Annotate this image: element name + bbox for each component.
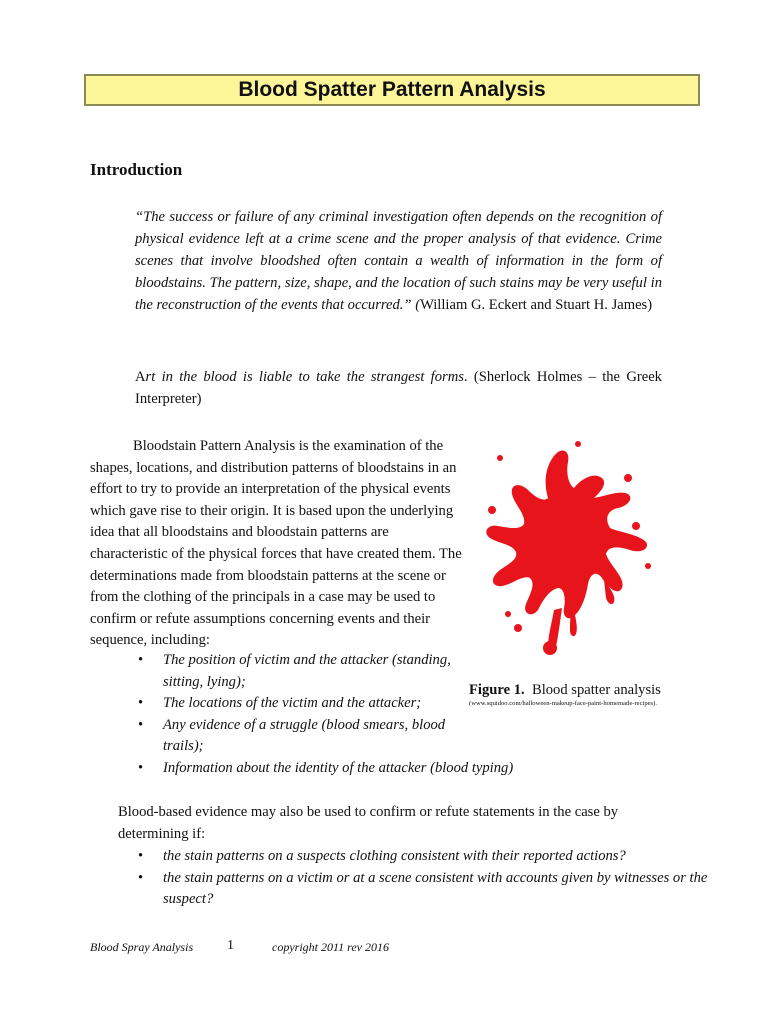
quote-text: rt in the blood is liable to take the strangest forms	[145, 369, 464, 385]
blood-splat-image	[478, 438, 658, 658]
figure-source: (www.squidoo.com/halloween-makeup-face-paint-homemade-recipes).	[469, 700, 657, 707]
list-item: • The position of victim and the attacker (standing, sitting, lying);	[90, 650, 463, 693]
body-paragraph-text: Bloodstain Pattern Analysis is the examination of the shapes, locations, and distribution patterns of bloodstains in an effort to try to provide an interpretation of the physical events which gave rise to their origin. It is based upon the underlying idea that all bloodstains and bloodstain patterns are characteristic of the physical forces that have created them. The determinations made from bloodstain patterns at the scene or from the clothing of the principals in a case may be used to confirm or refute assumptions concerning events and their sequence, including:	[90, 438, 462, 649]
title-banner	[84, 74, 700, 106]
quote-attribution: . (Sherlock Holmes – the Greek Interpreter)	[135, 369, 662, 407]
determinations-list	[90, 650, 550, 780]
list-item: • the stain patterns on a suspects clothing consistent with their reported actions?	[90, 846, 710, 868]
statements-list	[90, 846, 710, 911]
list-item: • Any evidence of a struggle (blood smears, blood trails);	[90, 715, 483, 758]
quote-eckert-james	[135, 206, 662, 316]
footer-copyright: copyright 2011 rev 2016	[272, 940, 389, 954]
list-item: • Information about the identity of the attacker (blood typing)	[90, 758, 550, 780]
evidence-paragraph: Blood-based evidence may also be used to confirm or refute statements in the case by determining if:	[118, 804, 619, 842]
quote-attribution: William G. Eckert and Stuart H. James)	[420, 297, 653, 313]
figure-caption-text: Blood spatter analysis	[531, 682, 661, 698]
footer-title: Blood Spray Analysis	[90, 940, 194, 954]
quote-sherlock	[135, 366, 662, 410]
document-title: Blood Spatter Pattern Analysis	[238, 78, 546, 101]
quote-text: “The success or failure of any criminal investigation often depends on the recognition of physical evidence left at a crime scene and the proper analysis of that evidence. Crime scenes that involve bloodshed often contain a wealth of information in the form of bloodstains. The pattern, size, shape, and the location of such stains may be very useful in the reconstruction of the events that occurred.” (	[135, 209, 662, 313]
quote-lead: A	[135, 369, 146, 385]
figure-caption	[469, 682, 661, 699]
list-item: • The locations of the victim and the attacker;	[90, 693, 550, 715]
section-heading: Introduction	[90, 160, 183, 179]
list-item: • the stain patterns on a victim or at a scene consistent with accounts given by witnesses or the suspect?	[90, 868, 710, 911]
body-paragraph	[90, 436, 465, 652]
figure-label: Figure 1.	[469, 682, 525, 698]
page-number: 1	[227, 938, 234, 953]
